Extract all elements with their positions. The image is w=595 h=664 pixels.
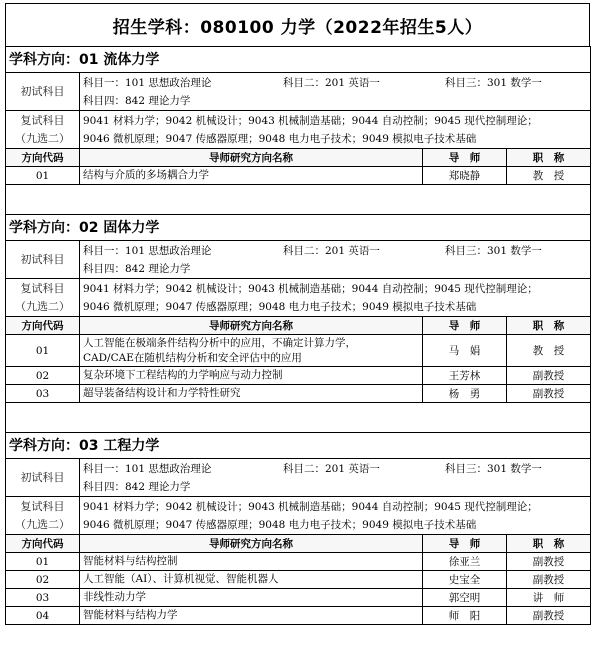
table-row [6, 571, 591, 589]
research-direction-name [80, 335, 423, 367]
tutor-rank: 副教授 [507, 385, 591, 403]
tutor-rank: 副教授 [507, 571, 591, 589]
subject-2: 科目二：201 英语一 [283, 244, 380, 257]
direction-heading-row [6, 47, 591, 73]
column-header-row [6, 317, 591, 335]
col-tutor-header: 导 师 [423, 149, 507, 167]
subject-line [83, 74, 590, 92]
retest-label [6, 279, 80, 317]
retest-line2: 9046 微机原理；9047 传感器原理；9048 电力电子技术；9049 模拟电子技术基础 [83, 300, 477, 313]
column-header-row [6, 149, 591, 167]
col-name-header: 导师研究方向名称 [80, 535, 423, 553]
retest-row [6, 279, 591, 317]
retest-row [6, 497, 591, 535]
initial-exam-label: 初试科目 [6, 241, 80, 279]
tutor-rank: 教 授 [507, 167, 591, 185]
section-gap [6, 185, 591, 215]
direction-code: 03 [6, 589, 80, 607]
subject-3: 科目三：301 数学一 [445, 244, 542, 257]
retest-line1: 9041 材料力学；9042 机械设计；9043 机械制造基础；9044 自动控制；9045 现代控制理论； [83, 500, 538, 513]
direction-code: 04 [6, 607, 80, 625]
subject-3: 科目三：301 数学一 [445, 76, 542, 89]
research-direction-name [80, 589, 423, 607]
tutor-rank: 副教授 [507, 607, 591, 625]
research-direction-name [80, 367, 423, 385]
section-spacer [6, 185, 591, 215]
table-row [6, 385, 591, 403]
initial-exam-label: 初试科目 [6, 73, 80, 111]
research-direction-name [80, 607, 423, 625]
direction-code: 02 [6, 367, 80, 385]
subject-1: 科目一：101 思想政治理论 [83, 462, 212, 475]
tutor-rank: 副教授 [507, 367, 591, 385]
subject-2: 科目二：201 英语一 [283, 462, 380, 475]
tutor-name: 师 阳 [423, 607, 507, 625]
retest-label-line1: 复试科目 [20, 281, 65, 295]
initial-exam-label: 初试科目 [6, 459, 80, 497]
table-row [6, 589, 591, 607]
retest-label-line2: （九选二） [15, 131, 70, 145]
retest-label [6, 497, 80, 535]
direction-code: 03 [6, 385, 80, 403]
col-code-header: 方向代码 [6, 149, 80, 167]
subject-line [83, 92, 590, 110]
retest-line2: 9046 微机原理；9047 传感器原理；9048 电力电子技术；9049 模拟电子技术基础 [83, 132, 477, 145]
research-direction-line: 超导装备结构设计和力学特性研究 [83, 387, 241, 399]
retest-line2: 9046 微机原理；9047 传感器原理；9048 电力电子技术；9049 模拟电子技术基础 [83, 518, 477, 531]
section-spacer [6, 403, 591, 433]
tutor-name: 王芳林 [423, 367, 507, 385]
col-tutor-header: 导 师 [423, 317, 507, 335]
subject-line [83, 478, 590, 496]
table-row [6, 335, 591, 367]
column-header-row [6, 535, 591, 553]
retest-label-line1: 复试科目 [20, 113, 65, 127]
retest-label-line2: （九选二） [15, 517, 70, 531]
research-direction-line: 结构与介质的多场耦合力学 [83, 169, 209, 181]
research-direction-line: 人工智能在极端条件结构分析中的应用，不确定计算力学， [83, 336, 356, 349]
research-direction-line2: CAD/CAE在随机结构分析和安全评估中的应用 [83, 351, 302, 364]
retest-line1: 9041 材料力学；9042 机械设计；9043 机械制造基础；9044 自动控制；9045 现代控制理论； [83, 114, 538, 127]
subject-4: 科目四：842 理论力学 [83, 480, 191, 493]
subject-3: 科目三：301 数学一 [445, 462, 542, 475]
direction-code: 01 [6, 335, 80, 367]
retest-label-line1: 复试科目 [20, 499, 65, 513]
research-direction-name [80, 385, 423, 403]
retest-line1: 9041 材料力学；9042 机械设计；9043 机械制造基础；9044 自动控制；9045 现代控制理论； [83, 282, 538, 295]
tutor-rank: 副教授 [507, 553, 591, 571]
subject-line [83, 242, 590, 260]
retest-subjects [80, 111, 591, 149]
initial-exam-subjects [80, 459, 591, 497]
subject-2: 科目二：201 英语一 [283, 76, 380, 89]
research-direction-name [80, 167, 423, 185]
tutor-name: 郑晓静 [423, 167, 507, 185]
retest-label-line2: （九选二） [15, 299, 70, 313]
initial-exam-row [6, 73, 591, 111]
tutor-name: 郭空明 [423, 589, 507, 607]
admission-sheet [5, 3, 590, 625]
tutor-name: 马 娟 [423, 335, 507, 367]
direction-heading-row [6, 433, 591, 459]
col-rank-header: 职 称 [507, 149, 591, 167]
direction-code: 01 [6, 167, 80, 185]
col-tutor-header: 导 师 [423, 535, 507, 553]
tutor-rank: 讲 师 [507, 589, 591, 607]
section-gap [6, 403, 591, 433]
col-rank-header: 职 称 [507, 317, 591, 335]
research-direction-line: 智能材料与结构力学 [83, 609, 178, 621]
page-title: 招生学科：080100 力学（2022年招生5人） [5, 3, 590, 46]
subject-4: 科目四：842 理论力学 [83, 262, 191, 275]
direction-heading: 学科方向：03 工程力学 [6, 433, 591, 459]
initial-exam-subjects [80, 73, 591, 111]
initial-exam-row [6, 241, 591, 279]
retest-row [6, 111, 591, 149]
tutor-name: 徐亚兰 [423, 553, 507, 571]
direction-code: 01 [6, 553, 80, 571]
tutor-rank: 教 授 [507, 335, 591, 367]
table-row [6, 167, 591, 185]
initial-exam-subjects [80, 241, 591, 279]
research-direction-line: 非线性动力学 [83, 591, 146, 603]
subject-1: 科目一：101 思想政治理论 [83, 244, 212, 257]
direction-heading: 学科方向：01 流体力学 [6, 47, 591, 73]
tutor-name: 杨 勇 [423, 385, 507, 403]
col-rank-header: 职 称 [507, 535, 591, 553]
research-direction-line: 人工智能（AI）、计算机视觉、智能机器人 [83, 573, 279, 585]
col-code-header: 方向代码 [6, 317, 80, 335]
subject-4: 科目四：842 理论力学 [83, 94, 191, 107]
admission-table [5, 46, 591, 625]
research-direction-name [80, 553, 423, 571]
retest-subjects [80, 497, 591, 535]
col-code-header: 方向代码 [6, 535, 80, 553]
subject-1: 科目一：101 思想政治理论 [83, 76, 212, 89]
direction-heading: 学科方向：02 固体力学 [6, 215, 591, 241]
col-name-header: 导师研究方向名称 [80, 317, 423, 335]
subject-line [83, 460, 590, 478]
research-direction-line: 复杂环境下工程结构的力学响应与动力控制 [83, 369, 283, 381]
retest-subjects [80, 279, 591, 317]
retest-label [6, 111, 80, 149]
subject-line [83, 260, 590, 278]
direction-heading-row [6, 215, 591, 241]
research-direction-name [80, 571, 423, 589]
table-row [6, 367, 591, 385]
initial-exam-row [6, 459, 591, 497]
research-direction-line: 智能材料与结构控制 [83, 555, 178, 567]
tutor-name: 史宝全 [423, 571, 507, 589]
col-name-header: 导师研究方向名称 [80, 149, 423, 167]
direction-code: 02 [6, 571, 80, 589]
table-row [6, 553, 591, 571]
table-row [6, 607, 591, 625]
